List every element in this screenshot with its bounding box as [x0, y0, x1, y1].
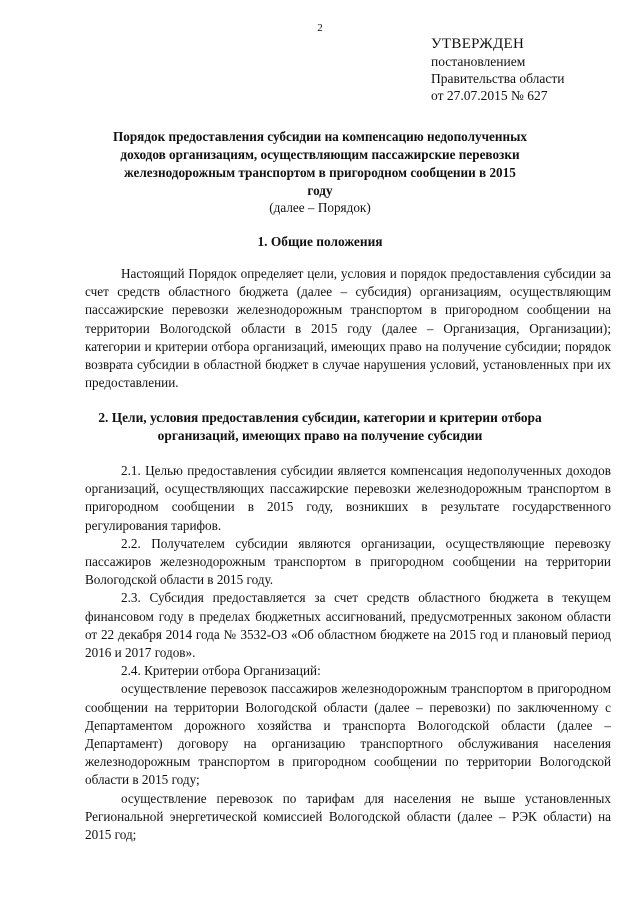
paragraph-2-4: 2.4. Критерии отбора Организаций:: [121, 663, 321, 679]
criterion-2: осуществление перевозок по тарифам для населения не выше установленных Региональной энергетической комиссией Вологодской области (далее – РЭК области) на 2015 год;: [85, 790, 611, 843]
section-2-heading: 2. Цели, условия предоставления субсидии, категории и критерии отбора организаций, имеющих право на получение субсидии: [98, 410, 542, 443]
paragraph-2-1: 2.1. Целью предоставления субсидии является компенсация недополученных доходов организаций, осуществляющих пассажирские перевозки железнодорожным транспортом в пригородном сообщении в 2015 году, возникших в результате государственного регулирования тарифов.: [85, 463, 611, 533]
approval-line-2: Правительства области: [431, 71, 565, 86]
paragraph-2-3: 2.3. Субсидия предоставляется за счет средств областного бюджета в текущем финансовом году в пределах бюджетных ассигнований, предусмотренных законом области от 22 декабря 2014 года № 3532-ОЗ «Об областном бюджете на 2015 год и плановый период 2016 и 2017 годов».: [85, 590, 611, 661]
section-1-heading: 1. Общие положения: [257, 234, 383, 249]
section-1-paragraph: Настоящий Порядок определяет цели, условия и порядок предоставления субсидии за счет средств областного бюджета (далее – субсидия) организациям, осуществляющим пассажирские перевозки железнодорожным транспортом в пригородном сообщении на территории Вологодской области в 2015 году (далее – Организация, Организации); категории и критерии отбора организаций, имеющих право на получение субсидии; порядок возврата субсидии в областной бюджет в случае нарушения условий, установленных при их предоставлении.: [85, 266, 611, 391]
approval-line-3: от 27.07.2015 № 627: [431, 88, 548, 103]
document-title: Порядок предоставления субсидии на компенсацию недополученных доходов организациям, осуществляющим пассажирские перевозки железнодорожным транспортом в пригородном сообщении в 2015 году: [113, 129, 527, 198]
section-2-body: [85, 462, 611, 844]
section-1-body: [85, 265, 611, 392]
paragraph-2-2: 2.2. Получателем субсидии являются организации, осуществляющие перевозку пассажиров железнодорожным транспортом в пригородном сообщении на территории Вологодской области в 2015 году.: [85, 535, 611, 588]
page-number: 2: [317, 22, 323, 34]
approval-stamp: УТВЕРЖДЕН: [431, 36, 525, 52]
approval-line-1: постановлением: [431, 54, 526, 69]
approval-block: [431, 36, 564, 104]
document-subtitle: (далее – Порядок): [269, 200, 371, 215]
criterion-1: осуществление перевозок пассажиров железнодорожным транспортом в пригородном сообщении на территории Вологодской области (далее – перевозки) по заключенному с Департаментом дорожного хозяйства и транспорта Вологодской области (далее – Департамент) договору на организацию транспортного обслуживания населения железнодорожным транспортом в пригородном сообщении по территории Вологодской области в 2015 году;: [85, 681, 611, 788]
